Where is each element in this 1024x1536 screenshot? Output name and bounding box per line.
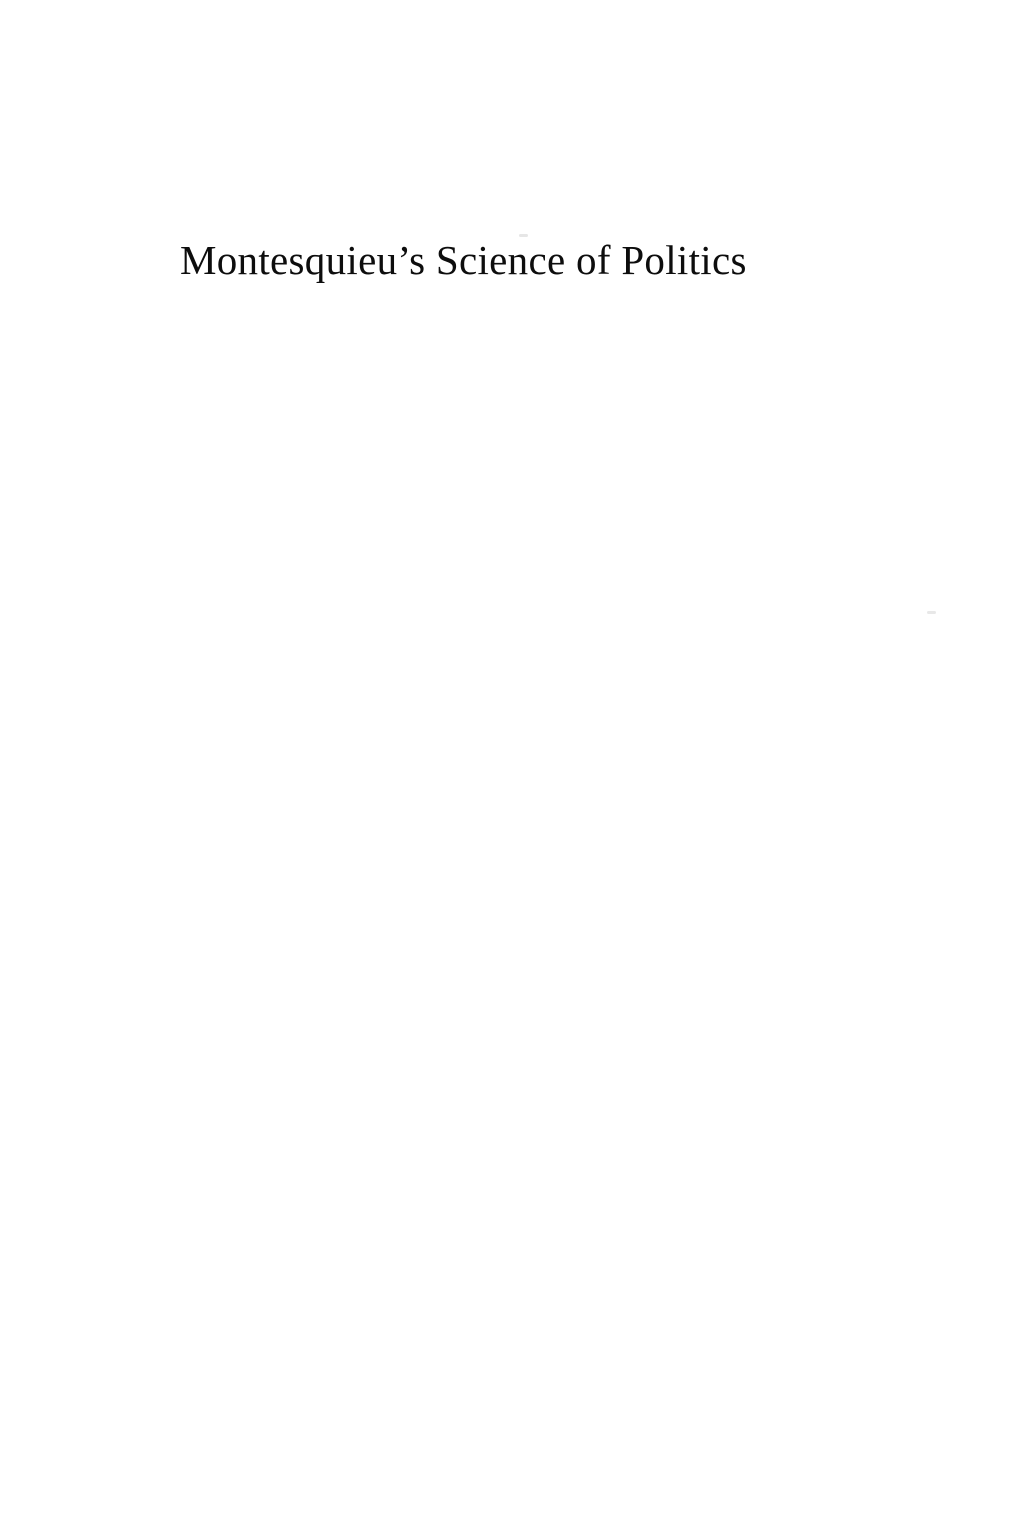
page-title: Montesquieu’s Science of Politics bbox=[180, 237, 747, 283]
scan-speck-right-icon bbox=[927, 611, 936, 614]
half-title-block bbox=[110, 236, 914, 284]
